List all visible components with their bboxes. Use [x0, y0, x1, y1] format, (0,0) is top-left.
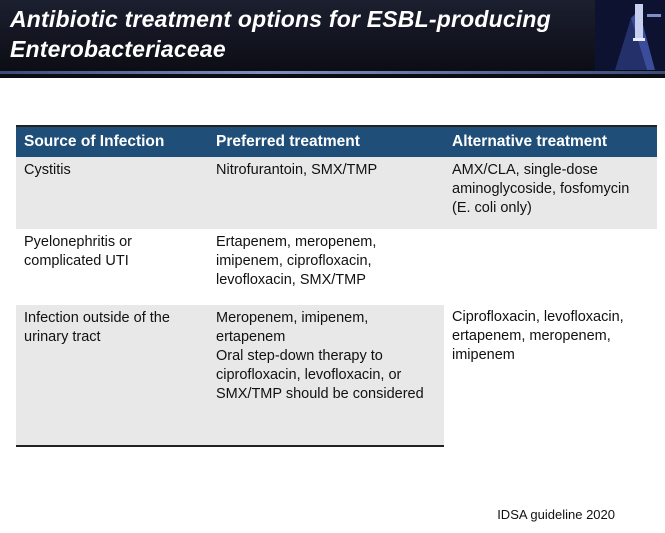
row-alternative: AMX/CLA, single-dose aminoglycoside, fosfomycin (E. coli only) [444, 157, 657, 229]
row-source: Cystitis [16, 157, 208, 229]
row-preferred [208, 305, 444, 446]
header-preferred: Preferred treatment [208, 126, 444, 157]
header-alternative: Alternative treatment [444, 126, 657, 157]
slide-title-line-1: Antibiotic treatment options for ESBL-producing [10, 6, 551, 32]
slide-title-line-2: Enterobacteriaceae [10, 36, 226, 62]
table-row [16, 157, 657, 229]
row-preferred: Nitrofurantoin, SMX/TMP [208, 157, 444, 229]
row-source: Infection outside of the urinary tract [16, 305, 208, 446]
header-source: Source of Infection [16, 126, 208, 157]
slide-title [10, 4, 551, 64]
row-alternative-shared: Ciprofloxacin, levofloxacin, ertapenem, meropenem, imipenem [444, 229, 657, 446]
row-preferred-drugs: Meropenem, imipenem, ertapenem [216, 310, 369, 345]
logo-icon [595, 0, 665, 70]
header-rule [0, 71, 665, 74]
treatment-table [16, 125, 657, 447]
slide-header [0, 0, 665, 78]
table-row [16, 229, 657, 305]
row-preferred-note: Oral step-down therapy to ciprofloxacin, levofloxacin, or SMX/TMP should be considered [216, 348, 424, 402]
row-preferred: Ertapenem, meropenem, imipenem, ciprofloxacin, levofloxacin, SMX/TMP [208, 229, 444, 305]
table-header-row [16, 126, 657, 157]
row-source: Pyelonephritis or complicated UTI [16, 229, 208, 305]
source-citation: IDSA guideline 2020 [497, 507, 615, 522]
